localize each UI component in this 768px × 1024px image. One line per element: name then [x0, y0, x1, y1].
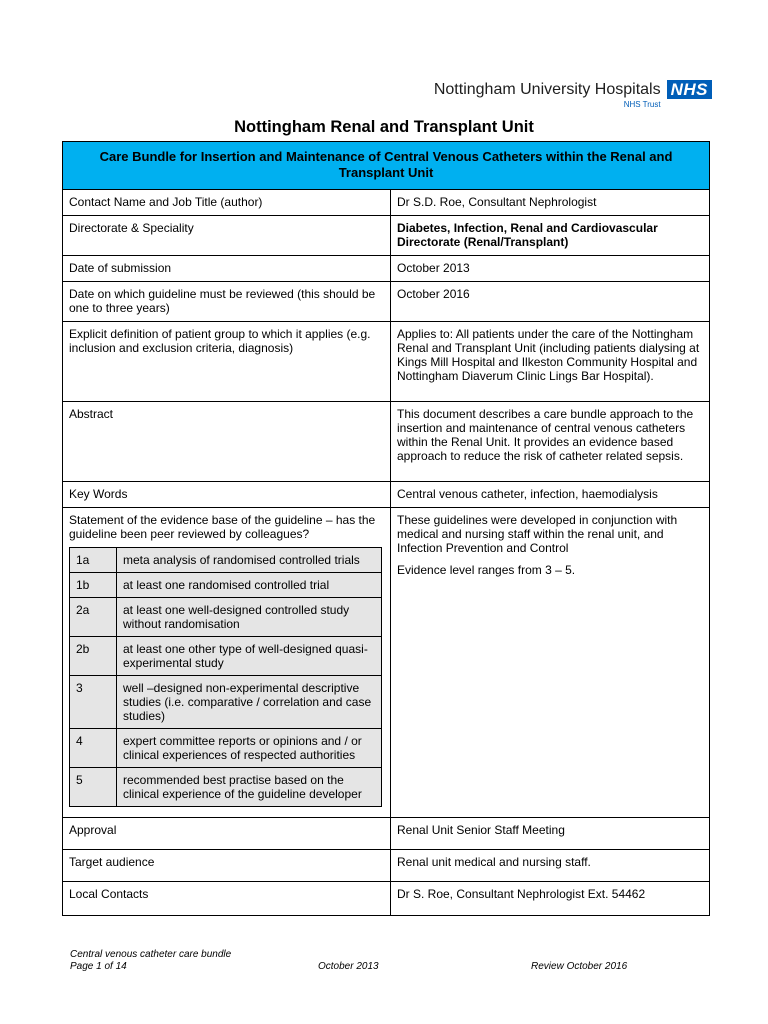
table-header: Care Bundle for Insertion and Maintenance of Central Venous Catheters within the Renal and Transplant Unit [63, 142, 710, 190]
row-value: October 2016 [391, 282, 710, 322]
evidence-level-row [70, 676, 382, 729]
table-row [63, 850, 710, 882]
evidence-level: 2b [70, 637, 117, 676]
table-header-row [63, 142, 710, 190]
evidence-level-row [70, 598, 382, 637]
evidence-description: meta analysis of randomised controlled trials [117, 548, 382, 573]
evidence-value-cell [391, 508, 710, 818]
footer-doc-name: Central venous catheter care bundle [70, 949, 232, 960]
row-value: Diabetes, Infection, Renal and Cardiovascular Directorate (Renal/Transplant) [391, 216, 710, 256]
footer-date: October 2013 [318, 961, 379, 972]
table-row [63, 818, 710, 850]
nhs-trust-logo [434, 80, 712, 110]
row-value: Renal Unit Senior Staff Meeting [391, 818, 710, 850]
row-label: Key Words [63, 482, 391, 508]
evidence-description: recommended best practise based on the clinical experience of the guideline developer [117, 768, 382, 807]
evidence-row [63, 508, 710, 818]
row-value: Renal unit medical and nursing staff. [391, 850, 710, 882]
footer-review-date: Review October 2016 [531, 961, 628, 972]
evidence-description: at least one well-designed controlled study without randomisation [117, 598, 382, 637]
row-label: Contact Name and Job Title (author) [63, 190, 391, 216]
document-title: Nottingham Renal and Transplant Unit [234, 118, 534, 136]
table-row [63, 882, 710, 916]
org-subtitle: NHS Trust [623, 100, 661, 109]
evidence-level: 3 [70, 676, 117, 729]
table-row [63, 482, 710, 508]
evidence-level: 4 [70, 729, 117, 768]
org-name: Nottingham University Hospitals [433, 81, 661, 98]
row-label: Directorate & Speciality [63, 216, 391, 256]
evidence-level: 1b [70, 573, 117, 598]
table-row [63, 282, 710, 322]
row-value: This document describes a care bundle approach to the insertion and maintenance of central venous catheters within the Renal Unit. It provides an evidence based approach to reduce the risk of catheter related sepsis. [391, 402, 710, 482]
row-label: Local Contacts [63, 882, 391, 916]
evidence-label: Statement of the evidence base of the guideline – has the guideline been peer reviewed by colleagues? [69, 513, 376, 541]
guideline-info-table [62, 141, 710, 916]
evidence-description: at least one randomised controlled trial [117, 573, 382, 598]
evidence-level-row [70, 637, 382, 676]
footer-page-number: Page 1 of 14 [70, 961, 127, 972]
nhs-logo-badge: NHS [667, 80, 712, 99]
evidence-description: at least one other type of well-designed quasi-experimental study [117, 637, 382, 676]
row-label: Target audience [63, 850, 391, 882]
table-row [63, 402, 710, 482]
page-footer [70, 949, 670, 973]
row-value: Dr S.D. Roe, Consultant Nephrologist [391, 190, 710, 216]
evidence-levels-table [69, 547, 382, 807]
row-label: Date on which guideline must be reviewed (this should be one to three years) [63, 282, 391, 322]
table-row [63, 322, 710, 402]
table-row [63, 216, 710, 256]
evidence-cell [63, 508, 391, 818]
evidence-level-row [70, 573, 382, 598]
evidence-description: expert committee reports or opinions and / or clinical experiences of respected authorities [117, 729, 382, 768]
table-row [63, 256, 710, 282]
row-value: Central venous catheter, infection, haemodialysis [391, 482, 710, 508]
evidence-description: well –designed non-experimental descriptive studies (i.e. comparative / correlation and case studies) [117, 676, 382, 729]
evidence-level-row [70, 729, 382, 768]
table-row [63, 190, 710, 216]
logo-text [434, 80, 661, 110]
row-label: Abstract [63, 402, 391, 482]
row-label: Explicit definition of patient group to which it applies (e.g. inclusion and exclusion criteria, diagnosis) [63, 322, 391, 402]
evidence-level-range: Evidence level ranges from 3 – 5. [397, 563, 576, 577]
row-value: October 2013 [391, 256, 710, 282]
row-label: Date of submission [63, 256, 391, 282]
row-value: Dr S. Roe, Consultant Nephrologist Ext. 54462 [391, 882, 710, 916]
evidence-level: 2a [70, 598, 117, 637]
evidence-value-text: These guidelines were developed in conjunction with medical and nursing staff within the renal unit, and Infection Prevention and Control [397, 513, 678, 555]
evidence-level-row [70, 768, 382, 807]
row-value: Applies to: All patients under the care of the Nottingham Renal and Transplant Unit (including patients dialysing at Kings Mill Hospital and Ilkeston Community Hospital and Nottingham Diaverum Clinic Lings Bar Hospital). [391, 322, 710, 402]
evidence-level: 1a [70, 548, 117, 573]
row-label: Approval [63, 818, 391, 850]
evidence-level-row [70, 548, 382, 573]
evidence-level: 5 [70, 768, 117, 807]
